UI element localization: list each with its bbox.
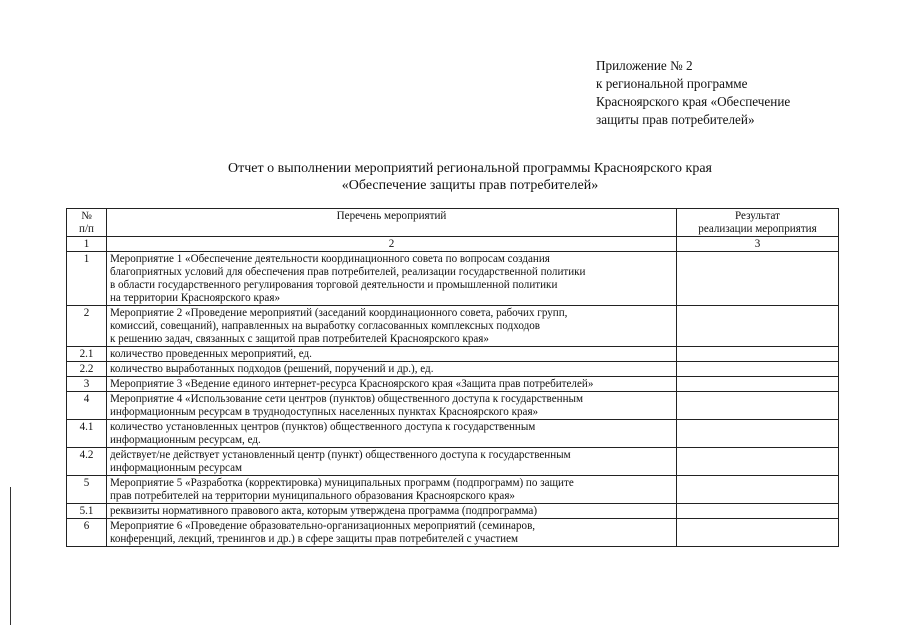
table-index-row xyxy=(67,237,839,252)
table-row xyxy=(67,377,839,392)
row-result xyxy=(677,504,839,519)
row-activity: количество проведенных мероприятий, ед. xyxy=(107,347,677,362)
appendix-line: защиты прав потребителей» xyxy=(596,112,755,127)
table-row xyxy=(67,519,839,547)
table-row xyxy=(67,392,839,420)
row-activity: реквизиты нормативного правового акта, которым утверждена программа (подпрограмма) xyxy=(107,504,677,519)
row-number: 2.1 xyxy=(67,347,107,362)
row-activity: Мероприятие 1 «Обеспечение деятельности координационного совета по вопросам создания благоприятных условий для обеспечения прав потребителей, реализации государственной политики в области государственного регулирования торговой деятельности и промышленной политики на территории Красноярского края» xyxy=(107,252,677,306)
index-cell: 2 xyxy=(107,237,677,252)
table-row xyxy=(67,362,839,377)
row-result xyxy=(677,448,839,476)
row-number: 4.1 xyxy=(67,420,107,448)
row-number: 2 xyxy=(67,306,107,347)
row-number: 5.1 xyxy=(67,504,107,519)
header-result: Результат реализации мероприятия xyxy=(677,209,839,237)
report-table xyxy=(66,208,839,547)
table-row xyxy=(67,306,839,347)
report-title-line-2: «Обеспечение защиты прав потребителей» xyxy=(341,178,599,193)
table-row xyxy=(67,347,839,362)
row-result xyxy=(677,392,839,420)
row-number: 4.2 xyxy=(67,448,107,476)
row-activity: Мероприятие 4 «Использование сети центров (пунктов) общественного доступа к государственным информационным ресурсам в труднодоступных населенных пунктах Красноярского края» xyxy=(107,392,677,420)
table-row xyxy=(67,476,839,504)
row-activity: Мероприятие 3 «Ведение единого интернет-ресурса Красноярского края «Защита прав потребителей» xyxy=(107,377,677,392)
row-activity: количество выработанных подходов (решений, поручений и др.), ед. xyxy=(107,362,677,377)
row-number: 4 xyxy=(67,392,107,420)
row-activity: Мероприятие 6 «Проведение образовательно-организационных мероприятий (семинаров, конференций, лекций, тренингов и др.) в сфере защиты прав потребителей с участием xyxy=(107,519,677,547)
table-row xyxy=(67,252,839,306)
row-result xyxy=(677,252,839,306)
table-header-row xyxy=(67,209,839,237)
row-number: 5 xyxy=(67,476,107,504)
row-number: 2.2 xyxy=(67,362,107,377)
row-result xyxy=(677,519,839,547)
index-cell: 1 xyxy=(67,237,107,252)
row-number: 6 xyxy=(67,519,107,547)
header-activities: Перечень мероприятий xyxy=(107,209,677,237)
table-body xyxy=(67,252,839,547)
header-num: № п/п xyxy=(67,209,107,237)
appendix-line: Приложение № 2 xyxy=(596,58,693,73)
row-result xyxy=(677,476,839,504)
row-activity: количество установленных центров (пунктов) общественного доступа к государственным информационным ресурсам, ед. xyxy=(107,420,677,448)
page-edge-line xyxy=(10,487,11,625)
row-result xyxy=(677,420,839,448)
row-result xyxy=(677,306,839,347)
index-cell: 3 xyxy=(677,237,839,252)
row-result xyxy=(677,347,839,362)
appendix-line: Красноярского края «Обеспечение xyxy=(596,94,791,109)
row-activity: Мероприятие 5 «Разработка (корректировка) муниципальных программ (подпрограмм) по защите прав потребителей на территории муниципального образования Красноярского края» xyxy=(107,476,677,504)
table-row xyxy=(67,448,839,476)
row-number: 3 xyxy=(67,377,107,392)
table-row xyxy=(67,420,839,448)
row-result xyxy=(677,377,839,392)
row-number: 1 xyxy=(67,252,107,306)
report-title-line-1: Отчет о выполнении мероприятий региональной программы Красноярского края xyxy=(228,161,712,176)
appendix-line: к региональной программе xyxy=(596,76,748,91)
row-activity: Мероприятие 2 «Проведение мероприятий (заседаний координационного совета, рабочих групп, комиссий, совещаний), направленных на выработку согласованных комплексных подходов к решению задач, связанных с защитой прав потребителей Красноярского края» xyxy=(107,306,677,347)
row-result xyxy=(677,362,839,377)
report-title xyxy=(130,160,810,194)
table-row xyxy=(67,504,839,519)
row-activity: действует/не действует установленный центр (пункт) общественного доступа к государственным информационным ресурсам xyxy=(107,448,677,476)
appendix-block xyxy=(596,57,896,129)
